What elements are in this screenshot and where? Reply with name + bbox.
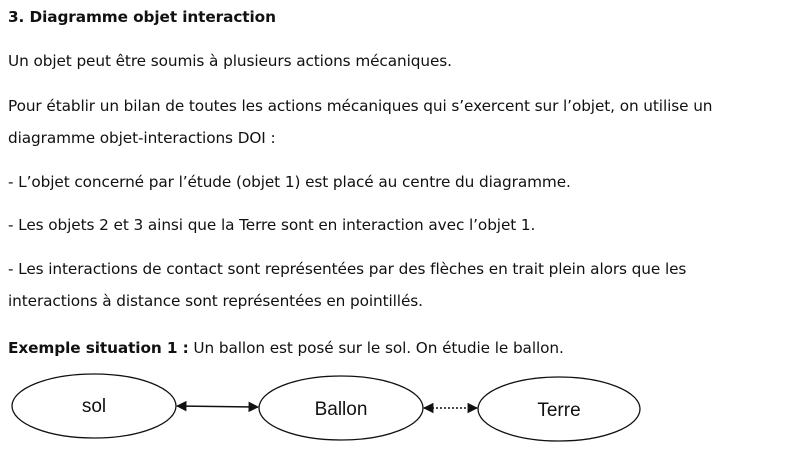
bullet-objets-interaction: - Les objets 2 et 3 ainsi que la Terre sont en interaction avec l’objet 1. — [8, 216, 536, 234]
example-line — [8, 338, 564, 358]
paragraph-bilan-line-2: diagramme objet-interactions DOI : — [8, 129, 276, 147]
example-label: Exemple situation 1 : — [8, 339, 189, 357]
objet-interaction-diagram — [0, 360, 800, 465]
contact-arrow-sol-ballon — [177, 406, 258, 407]
node-terre-label: Terre — [537, 400, 581, 421]
bullet-contact-line-2: interactions à distance sont représentées en pointillés. — [8, 292, 423, 310]
paragraph-bilan-line-1: Pour établir un bilan de toutes les actions mécaniques qui s’exercent sur l’objet, on utilise un — [8, 97, 713, 115]
node-ballon-label: Ballon — [314, 399, 368, 420]
example-text: Un ballon est posé sur le sol. On étudie le ballon. — [188, 339, 564, 357]
bullet-contact-line-1: - Les interactions de contact sont représentées par des flèches en trait plein alors que les — [8, 260, 687, 278]
paragraph-intro: Un objet peut être soumis à plusieurs actions mécaniques. — [8, 52, 452, 70]
node-sol-label: sol — [81, 396, 107, 417]
section-title: 3. Diagramme objet interaction — [8, 8, 276, 26]
bullet-objet-central: - L’objet concerné par l’étude (objet 1) est placé au centre du diagramme. — [8, 173, 571, 191]
